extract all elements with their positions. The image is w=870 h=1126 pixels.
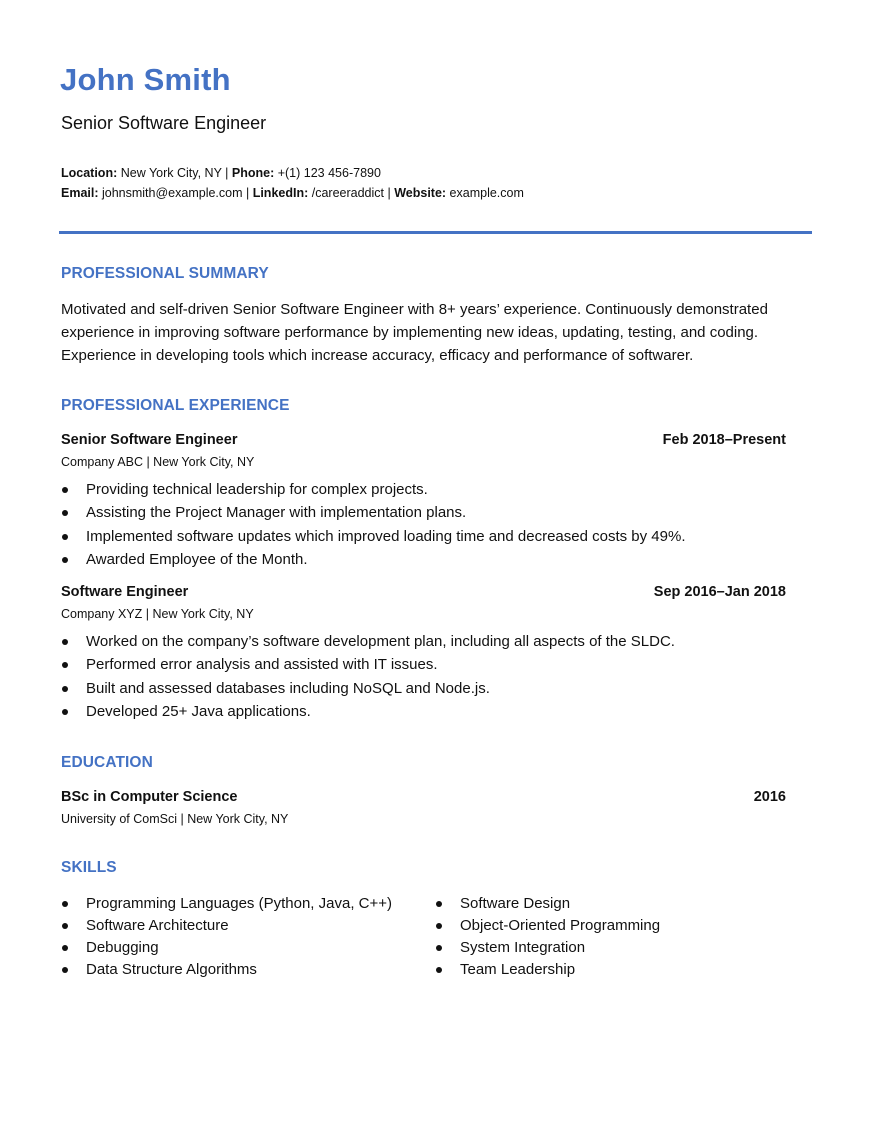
candidate-title: Senior Software Engineer	[61, 113, 267, 133]
website-value[interactable]: example.com	[446, 186, 524, 200]
contact-line-1	[61, 166, 381, 180]
school-name: University of ComSci | New York City, NY	[61, 812, 289, 826]
skills-heading: SKILLS	[61, 859, 117, 876]
job-title: Software Engineer	[61, 584, 189, 600]
education-heading: EDUCATION	[61, 754, 153, 771]
summary-text: Motivated and self-driven Senior Software Engineer with 8+ years’ experience. Continuously demonstrated experience in improving software performance by implementing new ideas, updating, testing, and coding. Experience in developing tools which increase accuracy, efficacy and performance of softwarer.	[61, 301, 768, 364]
list-item: Software Design	[435, 893, 660, 915]
email-value[interactable]: johnsmith@example.com |	[98, 186, 253, 200]
job-bullets	[61, 630, 675, 723]
skills-list-left	[61, 893, 392, 981]
job-dates: Feb 2018–Present	[662, 432, 786, 448]
list-item: Implemented software updates which improved loading time and decreased costs by 49%.	[61, 525, 686, 548]
list-item: Built and assessed databases including NoSQL and Node.js.	[61, 677, 675, 700]
list-item: System Integration	[435, 937, 660, 959]
job-company: Company XYZ | New York City, NY	[61, 607, 254, 621]
list-item: Object-Oriented Programming	[435, 915, 660, 937]
list-item: Performed error analysis and assisted with IT issues.	[61, 653, 675, 676]
header-divider	[59, 231, 812, 234]
list-item: Worked on the company’s software development plan, including all aspects of the SLDC.	[61, 630, 675, 653]
linkedin-label: LinkedIn:	[252, 186, 309, 200]
list-item: Providing technical leadership for complex projects.	[61, 478, 686, 501]
website-label: Website:	[394, 186, 447, 200]
list-item: Programming Languages (Python, Java, C++)	[61, 893, 392, 915]
list-item: Team Leadership	[435, 959, 660, 981]
job-dates: Sep 2016–Jan 2018	[653, 584, 786, 600]
job-bullets	[61, 478, 686, 571]
location-label: Location:	[61, 166, 118, 180]
list-item: Debugging	[61, 937, 392, 959]
phone-value: +(1) 123 456-7890	[274, 166, 381, 180]
job-company: Company ABC | New York City, NY	[61, 455, 255, 469]
degree-title: BSc in Computer Science	[61, 789, 238, 805]
email-label: Email:	[61, 186, 99, 200]
list-item: Data Structure Algorithms	[61, 959, 392, 981]
list-item: Software Architecture	[61, 915, 392, 937]
list-item: Awarded Employee of the Month.	[61, 548, 686, 571]
contact-line-2	[61, 186, 524, 200]
list-item: Assisting the Project Manager with implementation plans.	[61, 501, 686, 524]
candidate-name: John Smith	[60, 62, 231, 97]
list-item: Developed 25+ Java applications.	[61, 700, 675, 723]
location-value: New York City, NY |	[117, 166, 232, 180]
skills-list-right	[435, 893, 660, 981]
experience-heading: PROFESSIONAL EXPERIENCE	[61, 397, 290, 414]
phone-label: Phone:	[231, 166, 275, 180]
graduation-year: 2016	[753, 789, 786, 805]
summary-heading: PROFESSIONAL SUMMARY	[61, 265, 269, 282]
linkedin-value[interactable]: /careeraddict |	[308, 186, 395, 200]
job-title: Senior Software Engineer	[61, 432, 238, 448]
